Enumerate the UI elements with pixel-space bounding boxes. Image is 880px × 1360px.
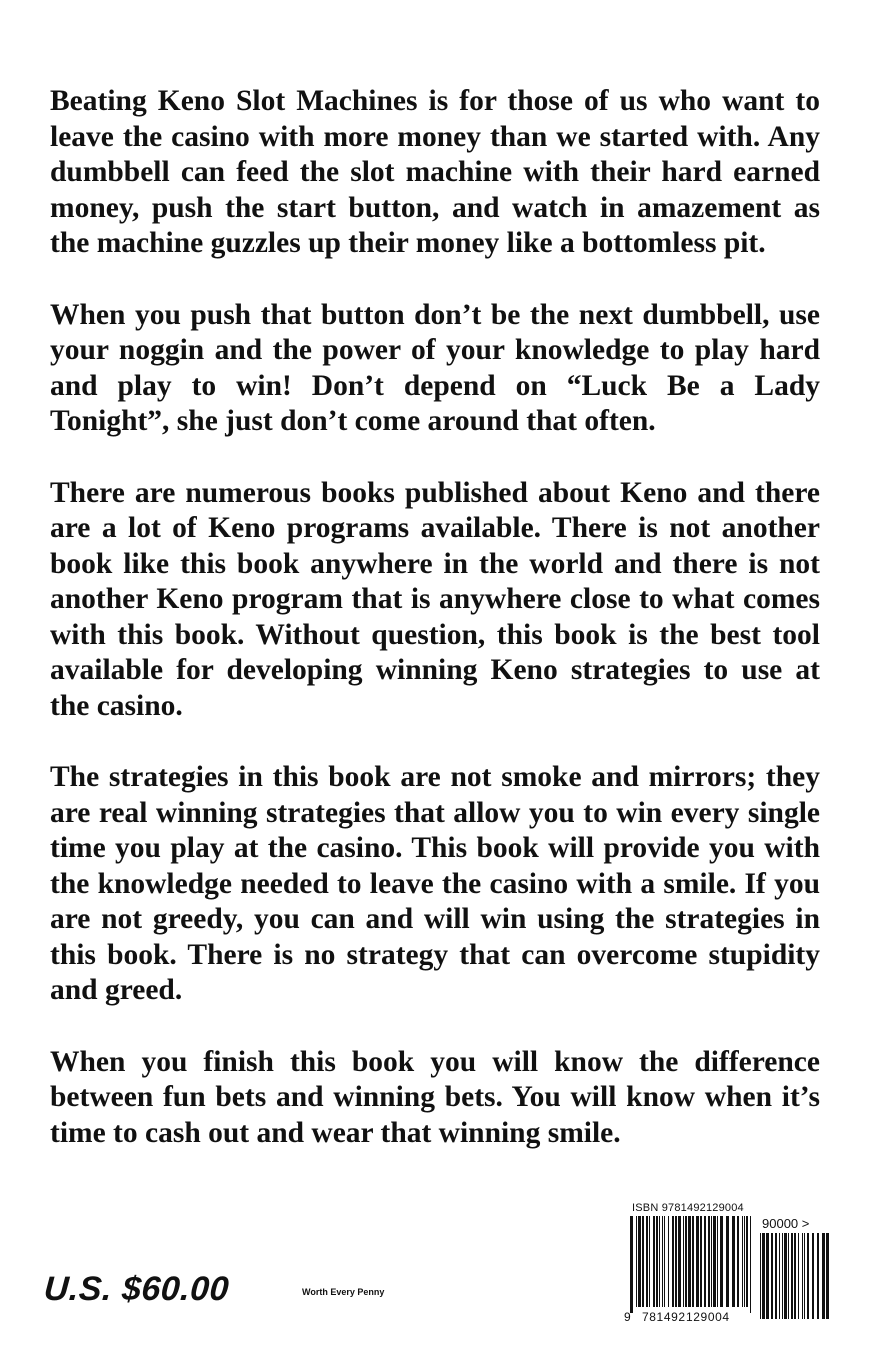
barcode-bar xyxy=(817,1233,819,1319)
barcode-bar xyxy=(662,1216,663,1307)
barcode-bar xyxy=(744,1216,745,1307)
barcode-bar xyxy=(762,1233,765,1319)
barcode-digits-left: 781492 xyxy=(642,1310,686,1324)
addon-barcode-bars xyxy=(760,1233,829,1319)
barcode-bar xyxy=(726,1216,729,1307)
barcode-bar xyxy=(784,1233,787,1319)
barcode-bar xyxy=(775,1233,777,1319)
barcode-bar xyxy=(713,1216,716,1307)
barcode-digits-right: 129004 xyxy=(686,1310,730,1324)
barcode-bar xyxy=(782,1233,783,1319)
barcode-bar xyxy=(791,1233,793,1319)
back-cover-body xyxy=(50,84,820,1187)
barcode-bar xyxy=(732,1216,735,1307)
barcode-bar xyxy=(804,1233,805,1319)
barcode-bar xyxy=(711,1216,712,1307)
barcode-bar xyxy=(630,1216,633,1313)
barcode-bar xyxy=(685,1216,687,1307)
barcode-bar xyxy=(760,1233,761,1319)
barcode-bar xyxy=(675,1216,677,1307)
barcode-bar xyxy=(678,1216,681,1307)
paragraph-2: When you push that button don’t be the next dumbbell, use your noggin and the power of your knowledge to play hard and play to win! Don’t depend on “Luck Be a Lady Tonight”, she just don’t come around that often. xyxy=(50,298,820,437)
barcode-bar xyxy=(642,1216,644,1307)
barcode-bar xyxy=(649,1216,650,1307)
barcode-bar xyxy=(798,1233,799,1319)
barcode-bar xyxy=(746,1216,748,1307)
paragraph-5: When you finish this book you will know the difference between fun bets and winning bets. You will know when it’s time to cash out and wear that winning smile. xyxy=(50,1045,820,1149)
barcode-bar xyxy=(788,1233,789,1319)
barcode-digit-lead: 9 xyxy=(624,1310,631,1324)
barcode-bar xyxy=(659,1216,660,1307)
barcode-bar xyxy=(672,1216,674,1307)
price-code-label: 90000 > xyxy=(762,1216,810,1231)
tagline: Worth Every Penny xyxy=(302,1287,385,1297)
barcode-bar xyxy=(646,1216,648,1307)
barcode-bar xyxy=(717,1216,718,1307)
barcode-bar xyxy=(704,1216,706,1307)
barcode-bar xyxy=(794,1233,796,1319)
isbn-label: ISBN 9781492129004 xyxy=(632,1202,744,1214)
barcode-bar xyxy=(688,1216,691,1307)
barcode-bar xyxy=(653,1216,655,1307)
price-label: U.S. $60.00 xyxy=(42,1270,231,1308)
barcode-bar xyxy=(807,1233,809,1319)
paragraph-1: Beating Keno Slot Machines is for those of us who want to leave the casino with more money than we started with. Any dumbbell can feed the slot machine with their hard earned money, push the start button, and watch in amazement as the machine guzzles up their money like a bottomless pit. xyxy=(50,85,820,259)
barcode-bar xyxy=(708,1216,710,1307)
barcode-bar xyxy=(664,1216,665,1307)
barcode-bar xyxy=(766,1233,769,1319)
barcode-bar xyxy=(683,1216,684,1307)
barcode-bar xyxy=(822,1233,825,1319)
paragraph-4: The strategies in this book are not smoke and mirrors; they are real winning strategies that allow you to win every single time you play at the casino. This book will provide you with the knowledge needed to leave the casino with a smile. If you are not greedy, you can and will win using the strategies in this book. There is no strategy that can overcome stupidity and greed. xyxy=(50,761,820,1006)
barcode-bar xyxy=(638,1216,641,1307)
barcode-bar xyxy=(636,1216,637,1307)
paragraph-3: There are numerous books published about Keno and there are a lot of Keno programs available. There is not another book like this book anywhere in the world and there is not another Keno program that is anywhere close to what comes with this book. Without question, this book is the best tool available for developing winning Keno strategies to use at the casino. xyxy=(50,476,820,722)
barcode-bar xyxy=(696,1216,699,1307)
barcode-bar xyxy=(700,1216,702,1307)
main-barcode-bars xyxy=(630,1216,751,1313)
barcode-bar xyxy=(779,1233,780,1319)
barcode-bar xyxy=(750,1216,751,1313)
barcode-bar xyxy=(720,1216,723,1307)
barcode-bar xyxy=(656,1216,658,1307)
barcode-bar xyxy=(802,1233,803,1319)
barcode-bar xyxy=(812,1233,814,1319)
barcode-bar xyxy=(668,1216,669,1307)
barcode-bar xyxy=(742,1216,743,1307)
isbn-barcode-block xyxy=(622,1197,834,1329)
barcode-bar xyxy=(692,1216,694,1307)
barcode-bar xyxy=(826,1233,829,1319)
barcode-bar xyxy=(771,1233,773,1319)
barcode-bar xyxy=(737,1216,739,1307)
